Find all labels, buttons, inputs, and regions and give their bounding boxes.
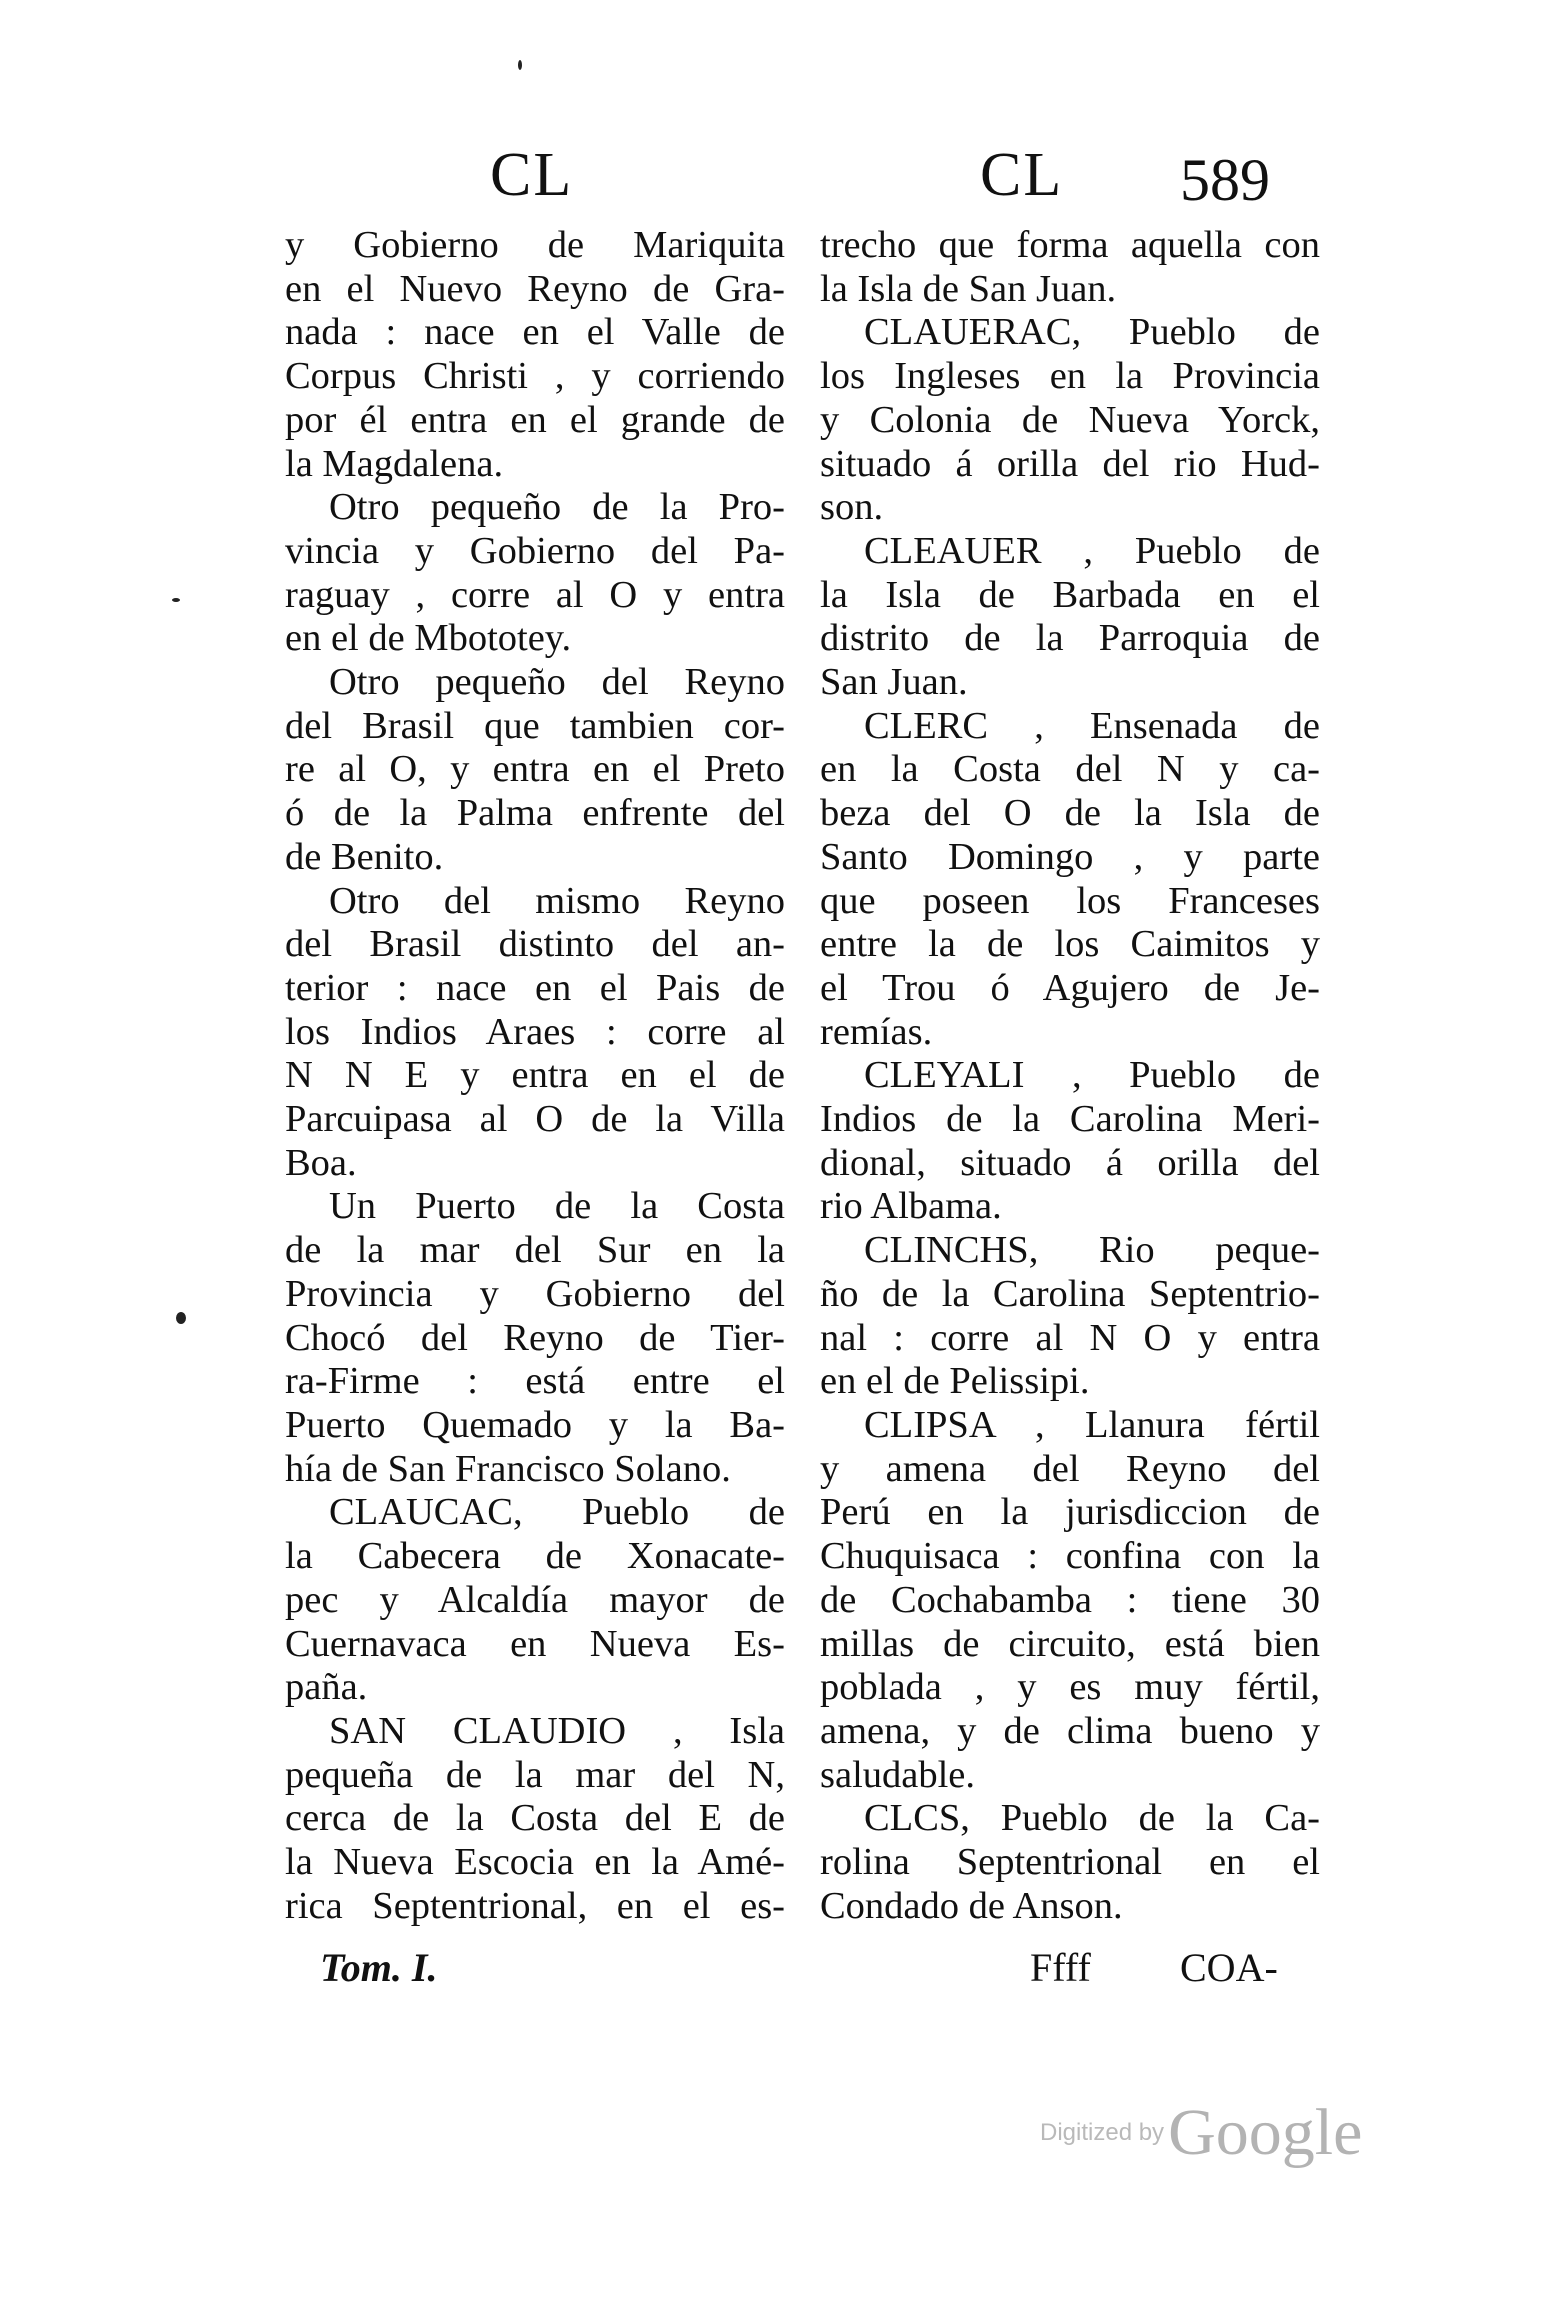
text-line: en el de Pelissipi.: [820, 1360, 1090, 1403]
text-line: pequeña de la mar del N,: [285, 1753, 785, 1796]
text-line: nal : corre al N O y entra: [820, 1316, 1320, 1359]
text-line: poblada , y es muy fértil,: [820, 1666, 1320, 1709]
text-line: ra-Firme : está entre el: [285, 1360, 785, 1403]
text-line: de Cochabamba : tiene 30: [820, 1578, 1320, 1621]
text-line: re al O, y entra en el Preto: [285, 748, 785, 791]
text-line: distrito de la Parroquia de: [820, 617, 1320, 660]
text-line: Cuernavaca en Nueva Es-: [285, 1622, 785, 1665]
text-line: son.: [820, 486, 884, 529]
text-line: y Gobierno de Mariquita: [285, 224, 785, 266]
running-head-left: CL: [490, 141, 574, 209]
text-line: paña.: [285, 1666, 368, 1709]
text-line: Condado de Anson.: [820, 1884, 1123, 1927]
text-line: la Magdalena.: [285, 442, 504, 485]
text-line: que poseen los Franceses: [820, 879, 1320, 922]
text-line: el Trou ó Agujero de Je-: [820, 966, 1320, 1009]
text-line: pec y Alcaldía mayor de: [285, 1578, 785, 1621]
entry-start-line: Otro pequeño de la Pro-: [329, 486, 785, 529]
text-line: del Brasil distinto del an-: [285, 923, 785, 966]
entry-start-line: CLEYALI , Pueblo de: [864, 1054, 1320, 1097]
catchword: COA-: [1180, 1945, 1278, 1990]
text-line: rica Septentrional, en el es-: [285, 1884, 785, 1927]
text-line: Provincia y Gobierno del: [285, 1272, 785, 1315]
google-logo: Google: [1168, 2096, 1363, 2169]
ink-speck: [518, 60, 522, 70]
ink-speck: [176, 1312, 186, 1324]
page-number: 589: [1180, 147, 1270, 213]
text-line: la Nueva Escocia en la Amé-: [285, 1841, 785, 1884]
text-line: situado á orilla del rio Hud-: [820, 442, 1320, 485]
text-line: en el de Mbototey.: [285, 617, 572, 660]
running-head-right: CL: [980, 141, 1064, 209]
text-line: N N E y entra en el de: [285, 1054, 785, 1097]
entry-start-line: CLCS, Pueblo de la Ca-: [864, 1797, 1320, 1840]
entry-start-line: CLEAUER , Pueblo de: [864, 529, 1320, 572]
entry-start-line: CLINCHS, Rio peque-: [864, 1229, 1320, 1272]
entry-start-line: CLIPSA , Llanura fértil: [864, 1403, 1320, 1446]
text-line: de la mar del Sur en la: [285, 1229, 785, 1272]
left-text-column: [285, 224, 785, 1928]
text-line: nada : nace en el Valle de: [285, 311, 785, 354]
volume-label: Tom. I.: [320, 1945, 438, 1990]
text-line: Corpus Christi , y corriendo: [285, 355, 785, 398]
text-line: Chuquisaca : confina con la: [820, 1535, 1320, 1578]
text-line: en la Costa del N y ca-: [820, 748, 1320, 791]
watermark-prefix: Digitized by: [1040, 2119, 1165, 2146]
text-line: beza del O de la Isla de: [820, 792, 1320, 835]
entry-start-line: CLAUERAC, Pueblo de: [864, 311, 1320, 354]
text-line: por él entra en el grande de: [285, 398, 785, 441]
text-line: amena, y de clima bueno y: [820, 1709, 1320, 1752]
text-line: rolina Septentrional en el: [820, 1841, 1320, 1884]
entry-start-line: CLAUCAC, Pueblo de: [329, 1491, 785, 1534]
text-line: saludable.: [820, 1753, 976, 1796]
entry-start-line: Un Puerto de la Costa: [329, 1185, 785, 1228]
text-line: cerca de la Costa del E de: [285, 1797, 785, 1840]
text-line: y amena del Reyno del: [820, 1447, 1320, 1490]
text-line: en el Nuevo Reyno de Gra-: [285, 267, 785, 310]
right-text-column: [820, 224, 1320, 1928]
text-line: Boa.: [285, 1141, 357, 1184]
digitization-watermark: [1040, 2095, 1362, 2171]
text-line: millas de circuito, está bien: [820, 1622, 1320, 1665]
text-line: Santo Domingo , y parte: [820, 835, 1320, 878]
text-line: los Indios Araes : corre al: [285, 1010, 785, 1053]
text-line: hía de San Francisco Solano.: [285, 1447, 731, 1490]
text-line: de Benito.: [285, 835, 444, 878]
text-line: vincia y Gobierno del Pa-: [285, 529, 785, 572]
text-line: Perú en la jurisdiccion de: [820, 1491, 1320, 1534]
text-line: entre la de los Caimitos y: [820, 923, 1320, 966]
signature-mark: Ffff: [1030, 1945, 1091, 1990]
text-line: ó de la Palma enfrente del: [285, 792, 785, 835]
entry-start-line: SAN CLAUDIO , Isla: [329, 1709, 785, 1752]
text-line: Indios de la Carolina Meri-: [820, 1098, 1320, 1141]
ink-speck: [172, 598, 180, 602]
entry-start-line: Otro pequeño del Reyno: [329, 661, 785, 704]
text-line: ño de la Carolina Septentrio-: [820, 1272, 1320, 1315]
text-line: trecho que forma aquella con: [820, 224, 1320, 266]
text-line: Parcuipasa al O de la Villa: [285, 1098, 785, 1141]
text-line: los Ingleses en la Provincia: [820, 355, 1320, 398]
text-line: Puerto Quemado y la Ba-: [285, 1403, 785, 1446]
text-line: dional, situado á orilla del: [820, 1141, 1320, 1184]
text-line: San Juan.: [820, 661, 968, 704]
text-line: Chocó del Reyno de Tier-: [285, 1316, 785, 1359]
text-line: rio Albama.: [820, 1185, 1002, 1228]
text-line: la Isla de San Juan.: [820, 267, 1117, 310]
text-line: la Cabecera de Xonacate-: [285, 1535, 785, 1578]
text-line: la Isla de Barbada en el: [820, 573, 1320, 616]
text-line: terior : nace en el Pais de: [285, 966, 785, 1009]
entry-start-line: CLERC , Ensenada de: [864, 704, 1320, 747]
text-line: y Colonia de Nueva Yorck,: [820, 398, 1320, 441]
entry-start-line: Otro del mismo Reyno: [329, 879, 785, 922]
text-line: del Brasil que tambien cor-: [285, 704, 785, 747]
text-line: raguay , corre al O y entra: [285, 573, 785, 616]
text-line: remías.: [820, 1010, 933, 1053]
